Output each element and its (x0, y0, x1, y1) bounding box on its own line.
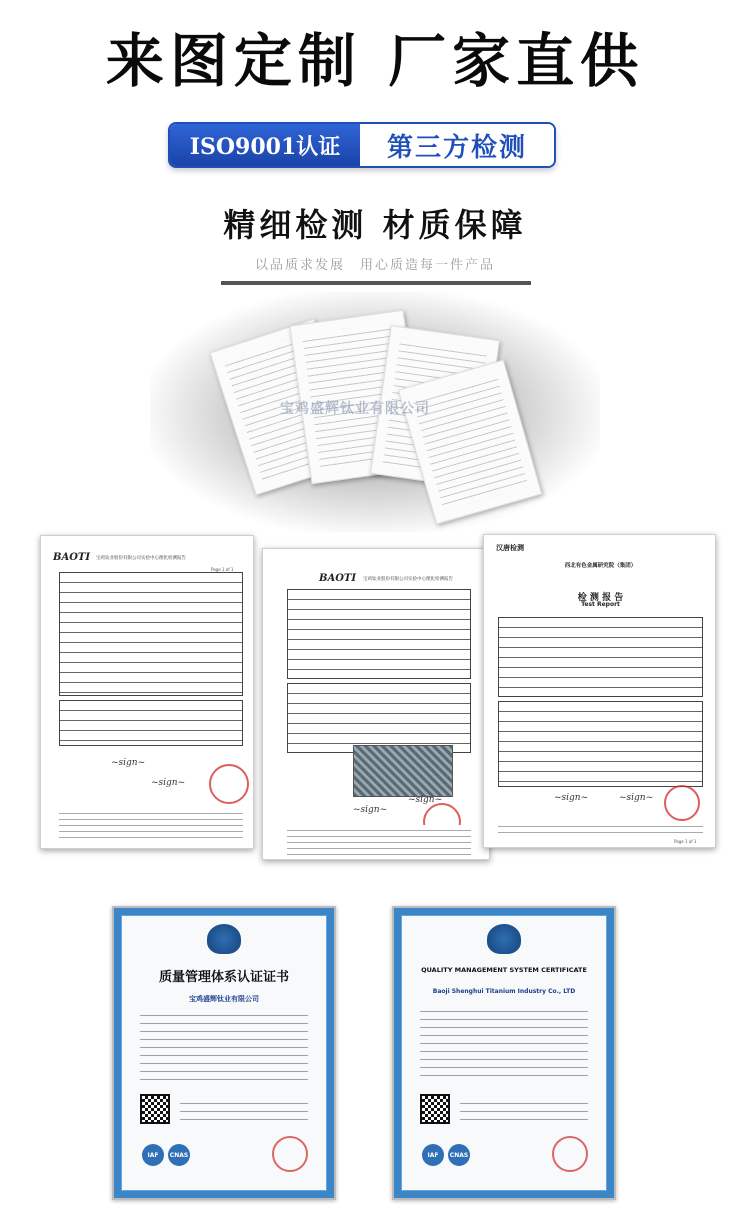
report-title: 宝鸡钛业股份有限公司实验中心理化检测报告 (363, 577, 453, 582)
certificate-company: 宝鸡盛辉钛业有限公司 (189, 995, 259, 1003)
section-divider (221, 281, 531, 285)
test-report-1 (40, 535, 254, 849)
hero-watermark: 宝鸡盛辉钛业有限公司 (280, 401, 430, 417)
report-stamp (664, 785, 700, 821)
certification-badge (168, 122, 556, 168)
report-title: 宝鸡钛业股份有限公司实验中心理化检测报告 (96, 556, 186, 561)
report-title: 检 测 报 告 (577, 593, 624, 603)
approver-signature: ~sign~ (408, 795, 443, 805)
report-page: Page 1 of 1 (211, 567, 234, 572)
report-table (59, 572, 243, 696)
report-subtitle: Test Report (581, 601, 620, 608)
report-table (498, 617, 703, 697)
certification-emblem-icon (207, 924, 241, 954)
report-notes (287, 825, 471, 855)
report-stamp (209, 764, 249, 804)
approver-signature: ~sign~ (151, 778, 186, 788)
certificate-details (180, 1096, 308, 1126)
section-tagline: 以品质求发展 用心质造每一件产品 (254, 258, 495, 273)
test-report-3 (483, 534, 716, 848)
report-logo: BAOTI (53, 552, 91, 563)
qr-code-icon (420, 1094, 450, 1124)
certificate-seal (272, 1136, 308, 1172)
certificate-title: 质量管理体系认证证书 (158, 970, 289, 985)
certificate-company: Baoji Shenghui Titanium Industry Co., LTD (432, 988, 576, 995)
approver-signature: ~sign~ (619, 793, 654, 803)
certificate-title: QUALITY MANAGEMENT SYSTEM CERTIFICATE (421, 966, 587, 974)
report-notes (498, 821, 703, 835)
report-results-table (498, 701, 703, 787)
report-results-table (59, 700, 243, 746)
certification-emblem-icon (487, 924, 521, 954)
section-title: 精细检测 材质保障 (223, 206, 527, 244)
cnas-logo-icon: CNAS (168, 1144, 190, 1166)
certificate-english (392, 906, 616, 1200)
compiler-signature: ~sign~ (353, 805, 388, 815)
iaf-logo-icon: IAF (422, 1144, 444, 1166)
report-logo: 汉唐检测 (496, 543, 524, 552)
certificate-details (460, 1096, 588, 1126)
report-notes (59, 808, 243, 842)
iaf-logo-icon: IAF (142, 1144, 164, 1166)
certificate-chinese (112, 906, 336, 1200)
report-page: Page 1 of 1 (674, 839, 697, 844)
report-institute: 西北有色金属研究院（集团） (564, 563, 637, 569)
cnas-logo-icon: CNAS (448, 1144, 470, 1166)
badge-iso-label: ISO9001认证 (170, 124, 360, 166)
compiler-signature: ~sign~ (554, 793, 589, 803)
microstructure-image (353, 745, 453, 797)
qr-code-icon (140, 1094, 170, 1124)
stack-paper-4 (398, 360, 542, 525)
certificate-seal (552, 1136, 588, 1172)
hero-document-stack (150, 292, 600, 532)
certificate-text (140, 1008, 308, 1080)
report-logo: BAOTI (319, 573, 357, 584)
report-results-table (287, 683, 471, 753)
report-table (287, 589, 471, 679)
certificate-text (420, 1004, 588, 1080)
test-report-2 (262, 548, 490, 860)
headline: 来图定制 厂家直供 (105, 27, 645, 95)
badge-testing-label: 第三方检测 (360, 124, 554, 166)
compiler-signature: ~sign~ (111, 758, 146, 768)
